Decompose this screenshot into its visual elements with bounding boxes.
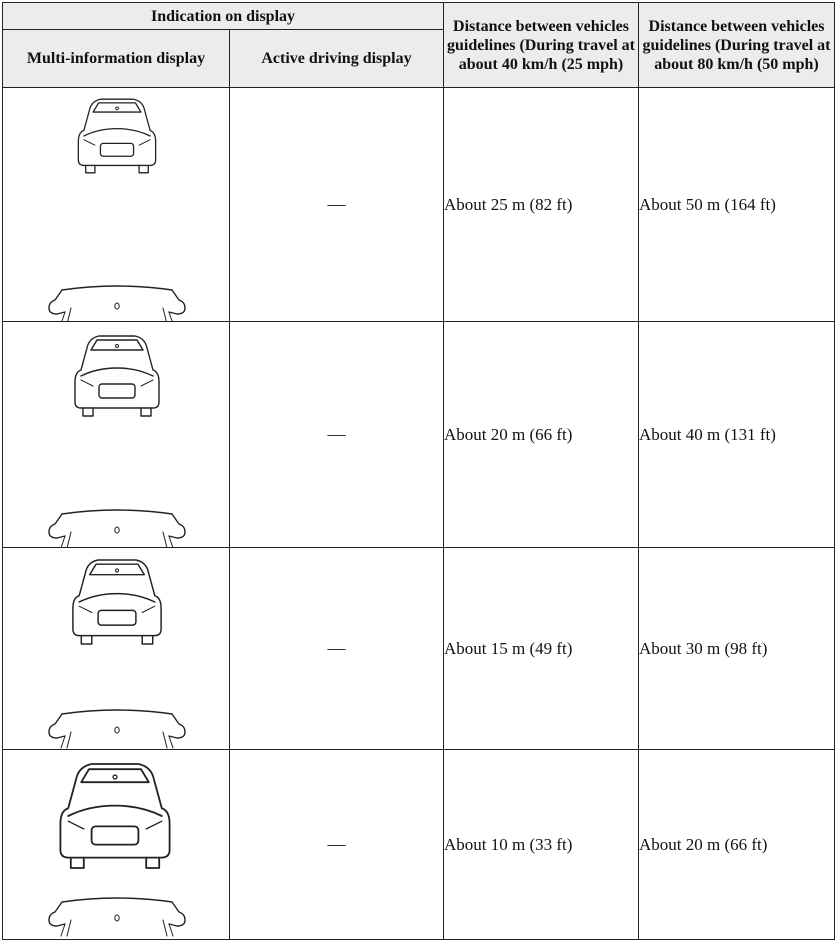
table-row bbox=[3, 88, 835, 322]
table-row bbox=[3, 750, 835, 940]
car-rear-medium-icon bbox=[3, 322, 230, 548]
active-driving-display-cell: — bbox=[230, 88, 444, 322]
multi-information-display-cell bbox=[3, 548, 230, 750]
car-rear-medium-large-icon bbox=[3, 548, 230, 750]
header-row-top bbox=[3, 3, 835, 30]
active-driving-display-cell: — bbox=[230, 548, 444, 750]
distance-40-header: Distance between vehicles guidelines (During travel at about 40 km/h (25 mph) bbox=[444, 3, 639, 88]
active-driving-display-cell: — bbox=[230, 322, 444, 548]
car-rear-large-icon bbox=[3, 750, 230, 940]
multi-information-display-header: Multi-information display bbox=[3, 30, 230, 88]
distance-80-cell: About 20 m (66 ft) bbox=[639, 750, 835, 940]
distance-40-cell: About 15 m (49 ft) bbox=[444, 548, 639, 750]
distance-40-cell: About 10 m (33 ft) bbox=[444, 750, 639, 940]
distance-40-cell: About 25 m (82 ft) bbox=[444, 88, 639, 322]
table-row bbox=[3, 548, 835, 750]
distance-80-cell: About 50 m (164 ft) bbox=[639, 88, 835, 322]
distance-80-header: Distance between vehicles guidelines (During travel at about 80 km/h (50 mph) bbox=[639, 3, 835, 88]
active-driving-display-cell: — bbox=[230, 750, 444, 940]
active-driving-display-header: Active driving display bbox=[230, 30, 444, 88]
indication-on-display-header: Indication on display bbox=[3, 3, 444, 30]
car-rear-small-icon bbox=[3, 88, 230, 322]
distance-guidelines-table bbox=[2, 2, 835, 940]
distance-80-cell: About 30 m (98 ft) bbox=[639, 548, 835, 750]
multi-information-display-cell bbox=[3, 750, 230, 940]
multi-information-display-cell bbox=[3, 322, 230, 548]
table-row bbox=[3, 322, 835, 548]
multi-information-display-cell bbox=[3, 88, 230, 322]
distance-80-cell: About 40 m (131 ft) bbox=[639, 322, 835, 548]
distance-40-cell: About 20 m (66 ft) bbox=[444, 322, 639, 548]
